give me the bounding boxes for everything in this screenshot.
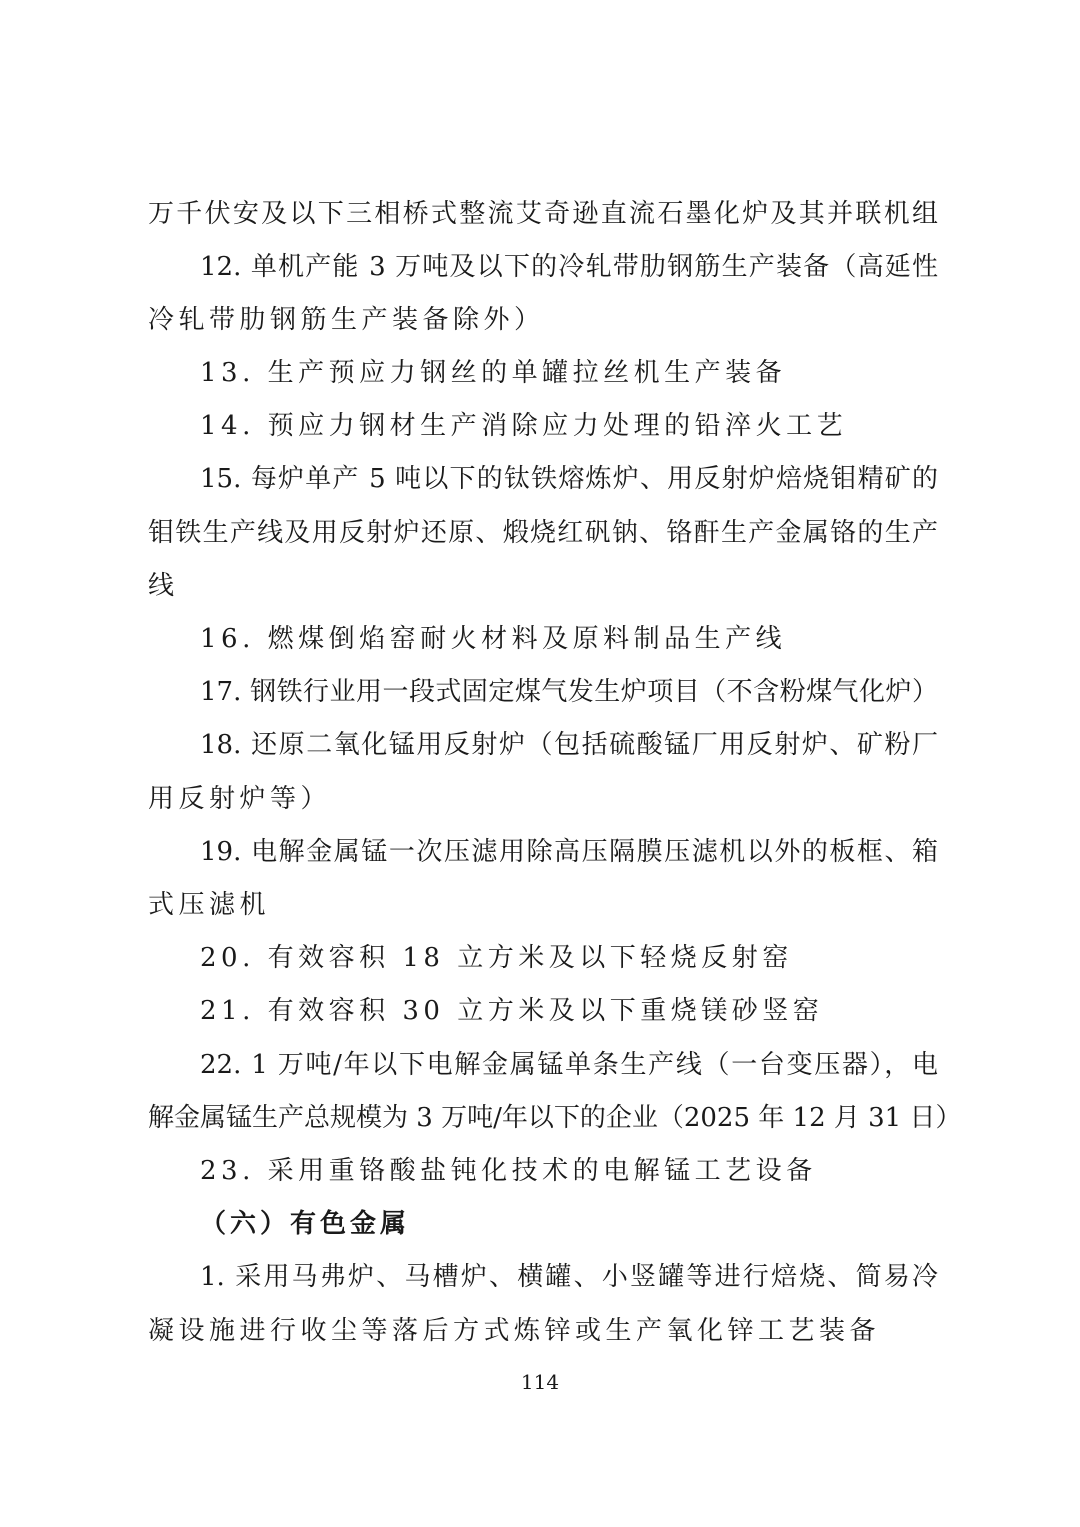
list-item-15-continuation: 钼铁生产线及用反射炉还原、煅烧红矾钠、铬酐生产金属铬的生产 xyxy=(148,518,938,548)
list-item-18-continuation: 用反射炉等） xyxy=(148,784,332,814)
list-item-13: 13. 生产预应力钢丝的单罐拉丝机生产装备 xyxy=(200,358,787,388)
section-heading-nonferrous-metals: （六）有色金属 xyxy=(200,1209,411,1239)
list-item-21: 21. 有效容积 30 立方米及以下重烧镁砂竖窑 xyxy=(200,996,824,1026)
list-item-12: 12. 单机产能 3 万吨及以下的冷轧带肋钢筋生产装备（高延性 xyxy=(200,252,938,282)
list-item-23: 23. 采用重铬酸盐钝化技术的电解锰工艺设备 xyxy=(200,1156,817,1186)
list-item-16: 16. 燃煤倒焰窑耐火材料及原料制品生产线 xyxy=(200,624,787,654)
list-item-20: 20. 有效容积 18 立方米及以下轻烧反射窑 xyxy=(200,943,793,973)
text-line-continuation: 万千伏安及以下三相桥式整流艾奇逊直流石墨化炉及其并联机组 xyxy=(148,199,938,229)
list-item-22: 22. 1 万吨/年以下电解金属锰单条生产线（一台变压器），电 xyxy=(200,1050,938,1080)
list-item-17: 17. 钢铁行业用一段式固定煤气发生炉项目（不含粉煤气化炉） xyxy=(200,677,938,707)
list-item-1: 1. 采用马弗炉、马槽炉、横罐、小竖罐等进行焙烧、简易冷 xyxy=(200,1262,938,1292)
list-item-1-continuation: 凝设施进行收尘等落后方式炼锌或生产氧化锌工艺装备 xyxy=(148,1316,881,1346)
list-item-19: 19. 电解金属锰一次压滤用除高压隔膜压滤机以外的板框、箱 xyxy=(200,837,938,867)
list-item-12-continuation: 冷轧带肋钢筋生产装备除外） xyxy=(148,305,545,335)
list-item-14: 14. 预应力钢材生产消除应力处理的铅淬火工艺 xyxy=(200,411,848,441)
page-number: 114 xyxy=(520,1370,560,1394)
list-item-15-continuation-end: 线 xyxy=(148,571,179,601)
list-item-18: 18. 还原二氧化锰用反射炉（包括硫酸锰厂用反射炉、矿粉厂 xyxy=(200,730,938,760)
list-item-22-continuation: 解金属锰生产总规模为 3 万吨/年以下的企业（2025 年 12 月 31 日） xyxy=(148,1103,962,1133)
list-item-15: 15. 每炉单产 5 吨以下的钛铁熔炼炉、用反射炉焙烧钼精矿的 xyxy=(200,464,938,494)
list-item-19-continuation: 式压滤机 xyxy=(148,890,271,920)
